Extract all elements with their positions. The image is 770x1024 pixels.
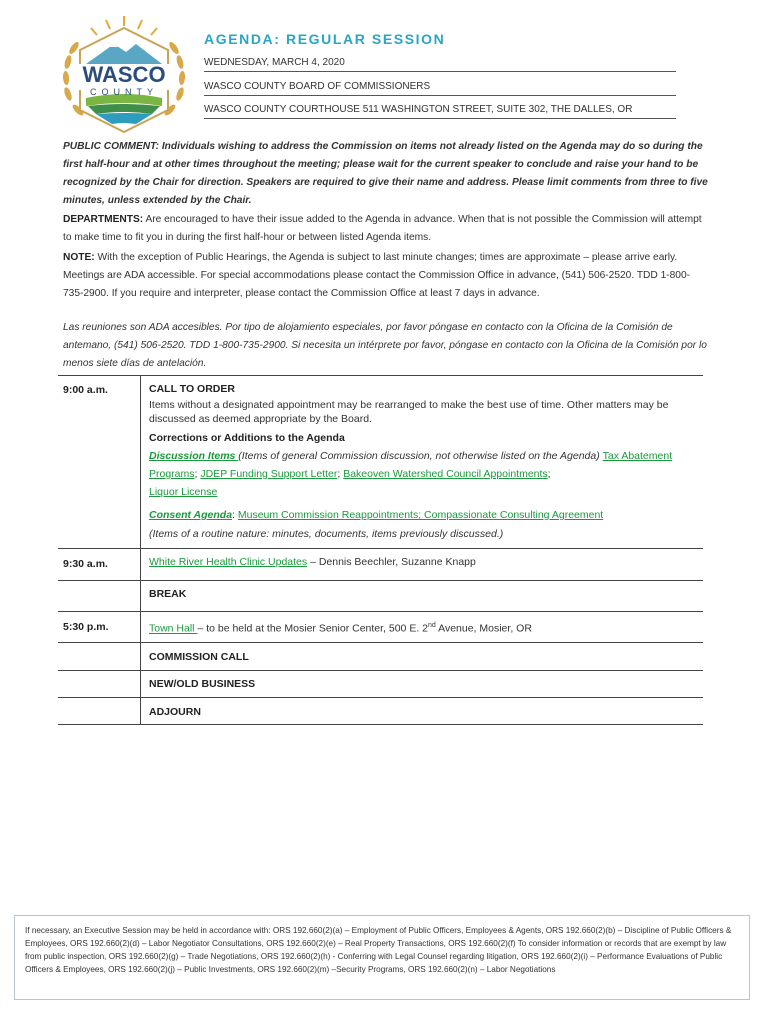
table-rule: [58, 670, 703, 671]
departments-label: DEPARTMENTS:: [63, 214, 144, 225]
town-hall-location: – to be held at the Mosier Senior Center, 500 E. 2: [197, 622, 428, 635]
link-tax-abatement-programs[interactable]: Tax Abatement Programs: [149, 450, 673, 480]
town-hall-item: [149, 617, 699, 638]
new-old-business: NEW/OLD BUSINESS: [149, 678, 256, 690]
spanish-accessibility-paragraph: Las reuniones son ADA accesibles. Por tipo de alojamiento especiales, por favor póngase en contacto con la Oficina de la Comisión de antemano, (541) 506-2520. TDD 1-800-735-2900. Si necesita un intérprete por favor, póngase en contacto con la Oficina de la Comisión por lo menos siete días de antelación.: [63, 322, 707, 369]
link-bakeoven-watershed-council[interactable]: Bakeoven Watershed Council Appointments: [343, 468, 548, 480]
note-paragraph: [63, 249, 708, 303]
note-text: With the exception of Public Hearings, the Agenda is subject to last minute changes; times are approximate – please arrive early. Meetings are ADA accessible. For special accommodations please contact the Commission Office in advance, (541) 506-2520. TDD 1-800-735-2900. If you require and interpreter, please contact the Commission Office at least 7 days in advance.: [63, 252, 691, 299]
link-town-hall[interactable]: Town Hall: [149, 622, 198, 635]
table-rule: [58, 375, 703, 376]
agenda-title: AGENDA: REGULAR SESSION: [204, 31, 446, 47]
consent-agenda-colon: :: [232, 509, 238, 521]
meeting-date: WEDNESDAY, MARCH 4, 2020: [204, 57, 676, 72]
board-name: WASCO COUNTY BOARD OF COMMISSIONERS: [204, 81, 676, 96]
departments-text: Are encouraged to have their issue added to the Agenda in advance. When that is not possible the Commission will attempt to make time to fit you in during the first half-hour or between listed Agenda items.: [63, 214, 702, 243]
town-hall-location-end: Avenue, Mosier, OR: [435, 622, 532, 635]
white-river-presenters: – Dennis Beechler, Suzanne Knapp: [307, 556, 476, 568]
separator: ;: [194, 468, 201, 480]
discussion-items: [149, 447, 694, 501]
table-rule: [58, 724, 703, 725]
separator: ;: [547, 468, 551, 480]
departments-paragraph: [63, 211, 708, 247]
link-consent-items[interactable]: Museum Commission Reappointments; Compassionate Consulting Agreement: [237, 509, 604, 521]
table-rule: [58, 611, 703, 612]
call-to-order: CALL TO ORDER: [149, 383, 235, 395]
public-comment-paragraph: PUBLIC COMMENT: Individuals wishing to address the Commission on items not already listed on the Agenda may do so during the first half-hour and at other times throughout the meeting; please wait for the current speaker to conclude and raise your hand to be recognized by the Chair for direction. Speakers are required to give their name and address. Please limit comments from three to five minutes, unless extended by the Chair.: [63, 141, 708, 206]
meeting-location: WASCO COUNTY COURTHOUSE 511 WASHINGTON STREET, SUITE 302, THE DALLES, OR: [204, 104, 676, 119]
table-column-divider: [140, 375, 141, 724]
separator: ;: [337, 468, 344, 480]
table-rule: [58, 642, 703, 643]
discussion-items-description: (Items of general Commission discussion, not otherwise listed on the Agenda): [238, 450, 603, 462]
white-river-item: [149, 553, 699, 571]
call-to-order-description: Items without a designated appointment may be rearranged to make the best use of time. Other matters may be discussed as deemed appropriate by the Board.: [149, 399, 669, 425]
time-5-30: 5:30 p.m.: [63, 621, 109, 633]
time-9-00: 9:00 a.m.: [63, 384, 108, 396]
executive-session-footer: If necessary, an Executive Session may be held in accordance with: ORS 192.660(2)(a) – Employment of Public Officers, Employees & Agents, ORS 192.660(2)(b) – Discipline of Public Officers & Employees, ORS 192.660(2)(d) – Labor Negotiator Consultations, ORS 192.660(2)(e) – Real Property Transactions, ORS 192.660(2)(f) To consider information or records that are exempt by law from public inspection, ORS 192.660(2)(g) – Trade Negotiations, ORS 192.660(2)(h) - Conferring with Legal Counsel regarding litigation, ORS 192.660(2)(i) – Performance Evaluations of Public Officers & Employees, ORS 192.660(2)(j) – Public Investments, ORS 192.660(2)(m) –Security Programs, ORS 192.660(2)(n) – Labor Negotiations: [14, 915, 750, 1000]
wasco-county-logo: [56, 14, 192, 134]
break: BREAK: [149, 588, 187, 600]
logo-word-wasco: WASCO: [82, 62, 166, 87]
adjourn: ADJOURN: [149, 706, 201, 718]
consent-agenda: [149, 506, 699, 524]
table-rule: [58, 697, 703, 698]
town-hall-ordinal: nd: [428, 622, 436, 629]
consent-agenda-description: (Items of a routine nature: minutes, documents, items previously discussed.): [149, 528, 504, 540]
table-rule: [58, 580, 703, 581]
discussion-items-label[interactable]: Discussion Items: [149, 450, 239, 462]
time-9-30: 9:30 a.m.: [63, 558, 108, 570]
commission-call: COMMISSION CALL: [149, 651, 249, 663]
logo-word-county: COUNTY: [90, 87, 158, 97]
link-white-river-health-clinic[interactable]: White River Health Clinic Updates: [149, 556, 308, 568]
table-rule: [58, 548, 703, 549]
corrections-heading: Corrections or Additions to the Agenda: [149, 432, 345, 444]
note-label: NOTE:: [63, 252, 95, 263]
consent-agenda-label[interactable]: Consent Agenda: [149, 509, 233, 521]
link-liquor-license[interactable]: Liquor License: [149, 486, 218, 498]
link-jdep-funding-support-letter[interactable]: JDEP Funding Support Letter: [200, 468, 338, 480]
